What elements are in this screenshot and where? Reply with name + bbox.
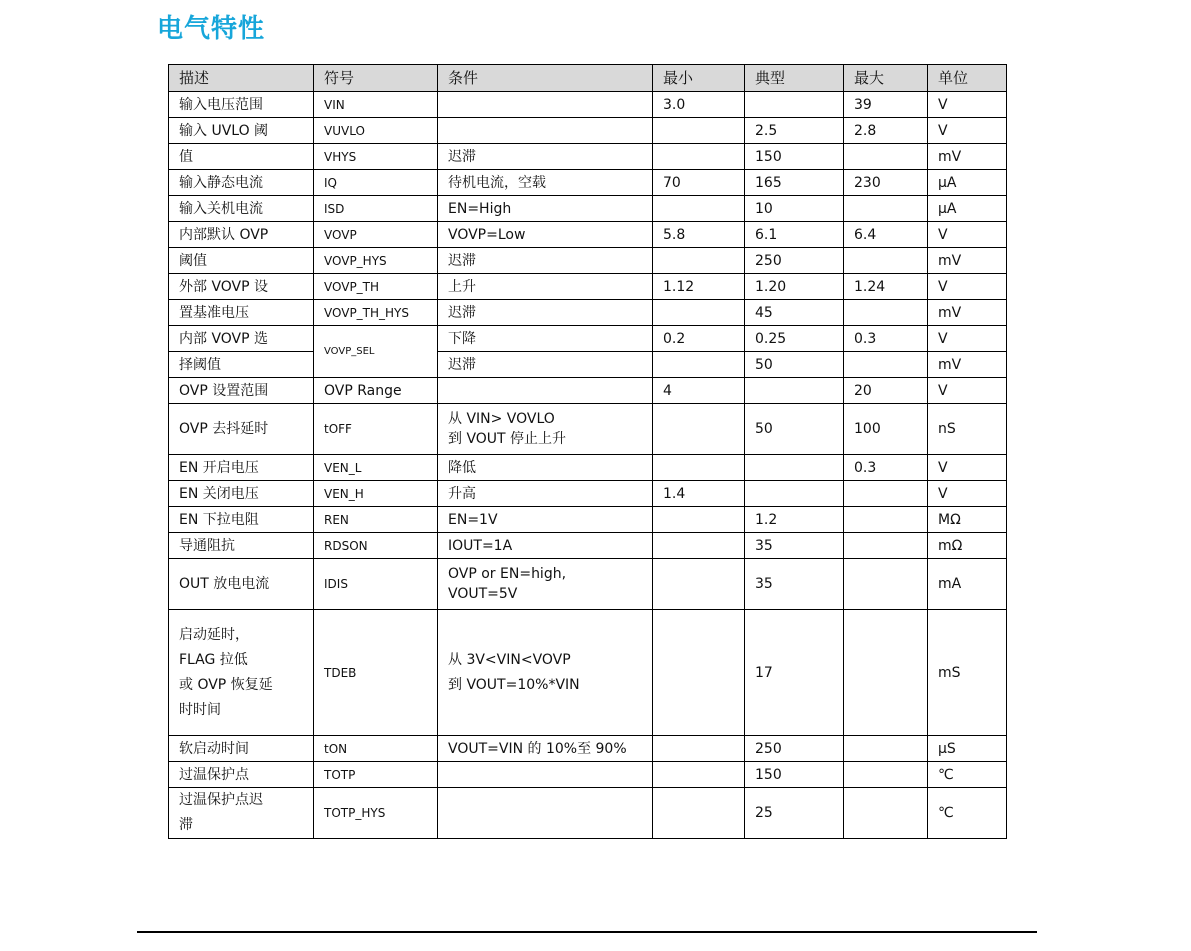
cell-typ: 2.5 bbox=[745, 118, 844, 144]
condition-line: 到 VOUT 停止上升 bbox=[448, 431, 567, 447]
cell-desc: EN 关闭电压 bbox=[169, 481, 314, 507]
cell-typ: 0.25 bbox=[745, 326, 844, 352]
condition-line: OVP or EN=high, bbox=[448, 566, 567, 582]
cell-typ: 50 bbox=[745, 404, 844, 455]
cell-unit: mΩ bbox=[928, 533, 1007, 559]
cell-typ bbox=[745, 92, 844, 118]
cell-unit: mS bbox=[928, 610, 1007, 736]
cell-min bbox=[653, 788, 745, 839]
cell-max: 0.3 bbox=[844, 326, 928, 352]
cell-unit: V bbox=[928, 274, 1007, 300]
table-row bbox=[169, 378, 1007, 404]
cell-condition: VOUT=VIN 的 10%至 90% bbox=[438, 736, 653, 762]
cell-condition: 降低 bbox=[438, 455, 653, 481]
condition-line: 从 3V<VIN<VOVP bbox=[448, 651, 571, 668]
cell-symbol: VOVP_SEL bbox=[314, 326, 438, 378]
header-min: 最小 bbox=[653, 65, 745, 92]
cell-unit: mV bbox=[928, 352, 1007, 378]
cell-unit: mV bbox=[928, 248, 1007, 274]
table-row bbox=[169, 455, 1007, 481]
cell-min bbox=[653, 144, 745, 170]
cell-desc: 输入 UVLO 阈 bbox=[169, 118, 314, 144]
cell-unit: V bbox=[928, 222, 1007, 248]
cell-symbol: VOVP_HYS bbox=[314, 248, 438, 274]
cell-unit: V bbox=[928, 118, 1007, 144]
cell-min bbox=[653, 300, 745, 326]
cell-typ: 165 bbox=[745, 170, 844, 196]
cell-desc: 软启动时间 bbox=[169, 736, 314, 762]
table-row bbox=[169, 248, 1007, 274]
cell-desc: 输入关机电流 bbox=[169, 196, 314, 222]
cell-desc: 择阈值 bbox=[169, 352, 314, 378]
cell-min: 1.12 bbox=[653, 274, 745, 300]
cell-condition bbox=[438, 559, 653, 610]
cell-typ: 25 bbox=[745, 788, 844, 839]
header-typ: 典型 bbox=[745, 65, 844, 92]
cell-min bbox=[653, 533, 745, 559]
cell-condition: 上升 bbox=[438, 274, 653, 300]
cell-max bbox=[844, 507, 928, 533]
table-row bbox=[169, 144, 1007, 170]
cell-min bbox=[653, 610, 745, 736]
cell-symbol: VIN bbox=[314, 92, 438, 118]
cell-desc: 过温保护点 bbox=[169, 762, 314, 788]
table-row bbox=[169, 559, 1007, 610]
table-row bbox=[169, 352, 1007, 378]
cell-unit: V bbox=[928, 326, 1007, 352]
cell-desc bbox=[169, 788, 314, 839]
cell-unit: ℃ bbox=[928, 762, 1007, 788]
cell-unit: ℃ bbox=[928, 788, 1007, 839]
cell-condition: 待机电流，空载 bbox=[438, 170, 653, 196]
cell-max: 1.24 bbox=[844, 274, 928, 300]
cell-symbol: TOTP bbox=[314, 762, 438, 788]
header-symbol: 符号 bbox=[314, 65, 438, 92]
cell-condition: IOUT=1A bbox=[438, 533, 653, 559]
cell-max bbox=[844, 300, 928, 326]
table-row bbox=[169, 326, 1007, 352]
cell-min bbox=[653, 762, 745, 788]
header-unit: 单位 bbox=[928, 65, 1007, 92]
table-row bbox=[169, 507, 1007, 533]
cell-max: 100 bbox=[844, 404, 928, 455]
cell-symbol: ISD bbox=[314, 196, 438, 222]
cell-symbol: TOTP_HYS bbox=[314, 788, 438, 839]
cell-typ: 50 bbox=[745, 352, 844, 378]
cell-desc: 导通阻抗 bbox=[169, 533, 314, 559]
cell-typ: 1.20 bbox=[745, 274, 844, 300]
cell-typ: 35 bbox=[745, 559, 844, 610]
cell-symbol: VOVP_TH_HYS bbox=[314, 300, 438, 326]
table-row bbox=[169, 533, 1007, 559]
table-row bbox=[169, 118, 1007, 144]
cell-min: 3.0 bbox=[653, 92, 745, 118]
cell-min: 0.2 bbox=[653, 326, 745, 352]
cell-condition bbox=[438, 92, 653, 118]
cell-symbol: VHYS bbox=[314, 144, 438, 170]
cell-min bbox=[653, 736, 745, 762]
cell-typ: 45 bbox=[745, 300, 844, 326]
cell-desc: 内部默认 OVP bbox=[169, 222, 314, 248]
table-row bbox=[169, 300, 1007, 326]
table-row bbox=[169, 404, 1007, 455]
cell-symbol: tOFF bbox=[314, 404, 438, 455]
cell-desc: 阈值 bbox=[169, 248, 314, 274]
section-title: 电气特性 bbox=[157, 14, 266, 44]
cell-unit: MΩ bbox=[928, 507, 1007, 533]
cell-symbol: VOVP_TH bbox=[314, 274, 438, 300]
cell-condition: EN=High bbox=[438, 196, 653, 222]
cell-max: 0.3 bbox=[844, 455, 928, 481]
cell-desc: OVP 去抖延时 bbox=[169, 404, 314, 455]
cell-typ: 1.2 bbox=[745, 507, 844, 533]
cell-desc: OUT 放电电流 bbox=[169, 559, 314, 610]
cell-max bbox=[844, 788, 928, 839]
condition-line: 从 VIN> VOVLO bbox=[448, 411, 555, 427]
cell-typ: 10 bbox=[745, 196, 844, 222]
table-row bbox=[169, 762, 1007, 788]
cell-condition: 迟滞 bbox=[438, 352, 653, 378]
table-header-row bbox=[169, 65, 1007, 92]
cell-max bbox=[844, 352, 928, 378]
cell-typ bbox=[745, 378, 844, 404]
cell-typ: 150 bbox=[745, 144, 844, 170]
cell-min: 70 bbox=[653, 170, 745, 196]
cell-typ: 6.1 bbox=[745, 222, 844, 248]
cell-desc: 置基准电压 bbox=[169, 300, 314, 326]
cell-max bbox=[844, 481, 928, 507]
cell-min bbox=[653, 455, 745, 481]
cell-condition: 下降 bbox=[438, 326, 653, 352]
cell-unit: mV bbox=[928, 144, 1007, 170]
cell-condition: 迟滞 bbox=[438, 248, 653, 274]
cell-min: 5.8 bbox=[653, 222, 745, 248]
cell-max bbox=[844, 559, 928, 610]
cell-desc: 内部 VOVP 选 bbox=[169, 326, 314, 352]
condition-line: 到 VOUT=10%*VIN bbox=[448, 676, 580, 693]
page-bottom-rule bbox=[137, 931, 1037, 933]
cell-unit: mA bbox=[928, 559, 1007, 610]
cell-desc: EN 下拉电阻 bbox=[169, 507, 314, 533]
cell-min bbox=[653, 248, 745, 274]
cell-min bbox=[653, 507, 745, 533]
cell-max: 20 bbox=[844, 378, 928, 404]
cell-max bbox=[844, 196, 928, 222]
cell-typ: 250 bbox=[745, 736, 844, 762]
cell-max: 39 bbox=[844, 92, 928, 118]
cell-min: 1.4 bbox=[653, 481, 745, 507]
electrical-characteristics-table bbox=[168, 64, 1007, 839]
cell-unit: μS bbox=[928, 736, 1007, 762]
cell-desc: EN 开启电压 bbox=[169, 455, 314, 481]
cell-condition: 升高 bbox=[438, 481, 653, 507]
cell-desc: 值 bbox=[169, 144, 314, 170]
cell-symbol: VEN_L bbox=[314, 455, 438, 481]
cell-condition bbox=[438, 610, 653, 736]
cell-symbol: OVP Range bbox=[314, 378, 438, 404]
cell-unit: nS bbox=[928, 404, 1007, 455]
table-row bbox=[169, 196, 1007, 222]
desc-line: 滞 bbox=[179, 817, 193, 833]
table-row bbox=[169, 736, 1007, 762]
cell-unit: μA bbox=[928, 196, 1007, 222]
cell-max: 2.8 bbox=[844, 118, 928, 144]
cell-condition: 迟滞 bbox=[438, 300, 653, 326]
desc-line: 时时间 bbox=[179, 701, 221, 718]
cell-min bbox=[653, 559, 745, 610]
cell-min bbox=[653, 404, 745, 455]
cell-condition: 迟滞 bbox=[438, 144, 653, 170]
cell-min bbox=[653, 196, 745, 222]
cell-max bbox=[844, 248, 928, 274]
cell-max bbox=[844, 610, 928, 736]
cell-symbol: IDIS bbox=[314, 559, 438, 610]
cell-condition: VOVP=Low bbox=[438, 222, 653, 248]
cell-unit: mV bbox=[928, 300, 1007, 326]
condition-line: VOUT=5V bbox=[448, 586, 518, 602]
desc-line: 过温保护点迟 bbox=[179, 792, 263, 808]
cell-unit: V bbox=[928, 92, 1007, 118]
table-row bbox=[169, 274, 1007, 300]
cell-desc: OVP 设置范围 bbox=[169, 378, 314, 404]
cell-symbol: TDEB bbox=[314, 610, 438, 736]
cell-symbol: RDSON bbox=[314, 533, 438, 559]
table-row bbox=[169, 610, 1007, 736]
cell-typ bbox=[745, 455, 844, 481]
cell-condition bbox=[438, 788, 653, 839]
cell-symbol: tON bbox=[314, 736, 438, 762]
cell-max bbox=[844, 144, 928, 170]
table-row bbox=[169, 481, 1007, 507]
cell-unit: V bbox=[928, 481, 1007, 507]
cell-condition bbox=[438, 378, 653, 404]
desc-line: FLAG 拉低 bbox=[179, 651, 248, 668]
cell-max: 6.4 bbox=[844, 222, 928, 248]
header-max: 最大 bbox=[844, 65, 928, 92]
cell-typ bbox=[745, 481, 844, 507]
table-row bbox=[169, 92, 1007, 118]
header-condition: 条件 bbox=[438, 65, 653, 92]
cell-typ: 150 bbox=[745, 762, 844, 788]
cell-min bbox=[653, 352, 745, 378]
cell-typ: 17 bbox=[745, 610, 844, 736]
cell-condition: EN=1V bbox=[438, 507, 653, 533]
cell-symbol: VOVP bbox=[314, 222, 438, 248]
cell-condition bbox=[438, 762, 653, 788]
desc-line: 启动延时， bbox=[179, 626, 249, 643]
cell-condition bbox=[438, 118, 653, 144]
cell-max bbox=[844, 533, 928, 559]
header-desc: 描述 bbox=[169, 65, 314, 92]
desc-line: 或 OVP 恢复延 bbox=[179, 676, 273, 693]
cell-desc: 外部 VOVP 设 bbox=[169, 274, 314, 300]
cell-typ: 250 bbox=[745, 248, 844, 274]
cell-max: 230 bbox=[844, 170, 928, 196]
cell-symbol: VUVLO bbox=[314, 118, 438, 144]
table-row bbox=[169, 788, 1007, 839]
cell-max bbox=[844, 762, 928, 788]
cell-symbol: IQ bbox=[314, 170, 438, 196]
cell-desc: 输入电压范围 bbox=[169, 92, 314, 118]
cell-desc bbox=[169, 610, 314, 736]
table-row bbox=[169, 170, 1007, 196]
cell-desc: 输入静态电流 bbox=[169, 170, 314, 196]
cell-unit: V bbox=[928, 378, 1007, 404]
cell-max bbox=[844, 736, 928, 762]
cell-symbol: REN bbox=[314, 507, 438, 533]
cell-min bbox=[653, 118, 745, 144]
cell-min: 4 bbox=[653, 378, 745, 404]
cell-typ: 35 bbox=[745, 533, 844, 559]
table-row bbox=[169, 222, 1007, 248]
cell-unit: V bbox=[928, 455, 1007, 481]
cell-symbol: VEN_H bbox=[314, 481, 438, 507]
cell-condition bbox=[438, 404, 653, 455]
cell-unit: μA bbox=[928, 170, 1007, 196]
